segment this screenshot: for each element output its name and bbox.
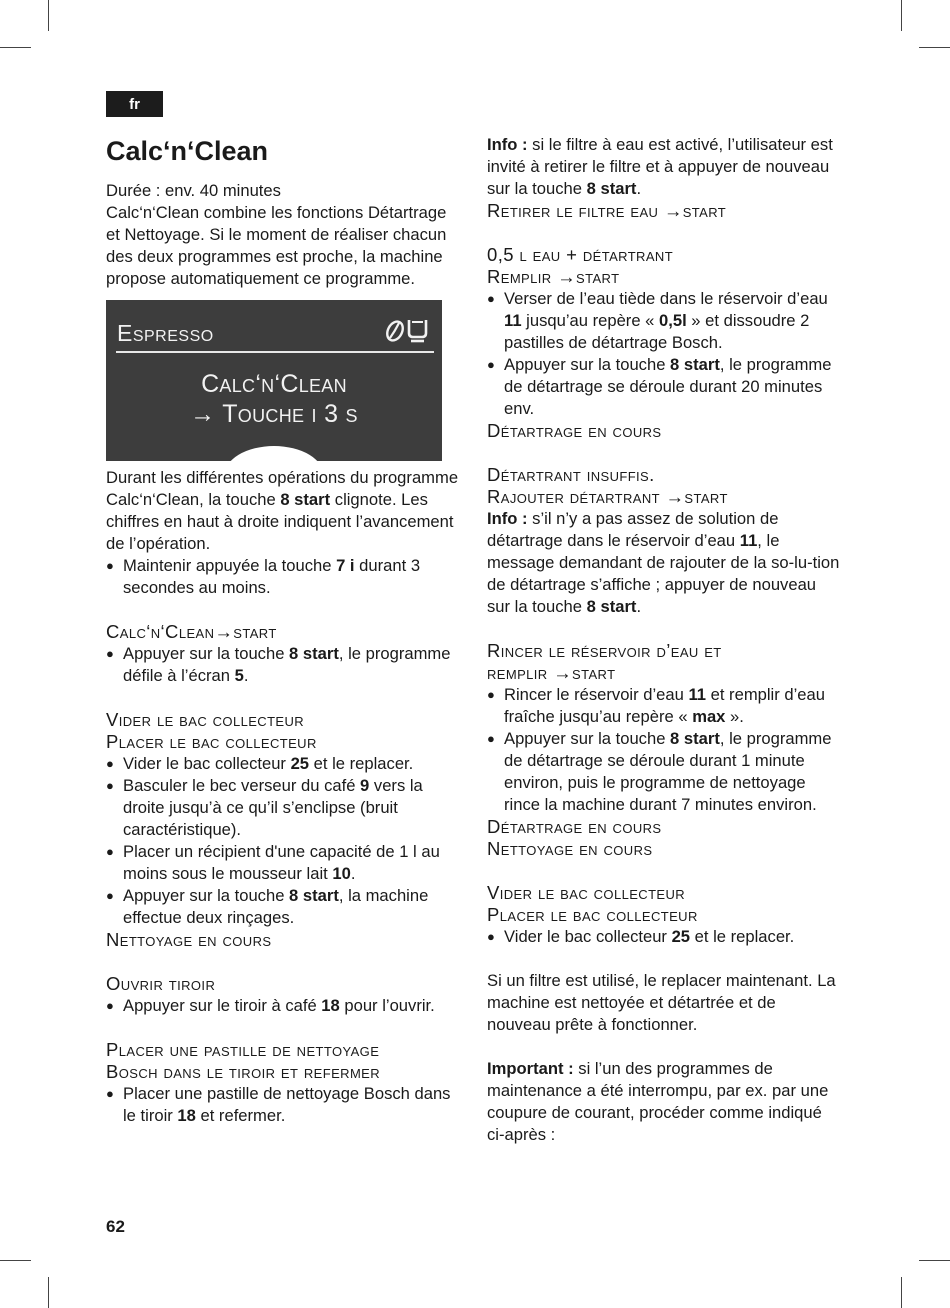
display-message: Rajouter détartrant →start bbox=[487, 486, 728, 507]
step-list bbox=[106, 1083, 464, 1127]
display-message: Vider le bac collecteur bbox=[106, 709, 305, 730]
list-item: ● Maintenir appuyée la touche 7 i durant 3 secondes au moins. bbox=[106, 555, 464, 599]
list-item: ● Vider le bac collecteur 25 et le replacer. bbox=[487, 926, 843, 948]
language-tab: fr bbox=[106, 91, 163, 117]
list-item: ● Rincer le réservoir d’eau 11 et remplir d’eau fraîche jusqu’au repère « max ». bbox=[487, 684, 843, 728]
display-program-name: Calc‘n‘Clean bbox=[201, 370, 347, 398]
list-item: ● Verser de l’eau tiède dans le réservoir d’eau 11 jusqu’au repère « 0,5l » et dissoudre 2 pastilles de détartrage Bosch. bbox=[487, 288, 843, 354]
display-message: Rincer le réservoir d’eau et bbox=[487, 640, 722, 661]
display-message: Nettoyage en cours bbox=[106, 929, 272, 950]
display-message: Placer le bac collecteur bbox=[106, 731, 317, 752]
step-list bbox=[487, 684, 843, 816]
display-message: Détartrant insuffis. bbox=[487, 464, 655, 485]
crop-mark bbox=[0, 47, 31, 48]
display-divider bbox=[116, 351, 434, 353]
step-list bbox=[106, 753, 464, 929]
step-list bbox=[106, 555, 464, 599]
paragraph: Si un filtre est utilisé, le replacer maintenant. La machine est nettoyée et détartrée et de nouveau prête à fonctionner. bbox=[487, 971, 836, 1034]
display-message: Placer une pastille de nettoyage bbox=[106, 1039, 380, 1060]
crop-mark bbox=[0, 1260, 31, 1261]
list-item: ● Appuyer sur la touche 8 start, le programme de détartrage se déroule durant 20 minutes env. bbox=[487, 354, 843, 420]
display-message: Retirer le filtre eau →start bbox=[487, 200, 727, 221]
crop-mark bbox=[919, 47, 950, 48]
page-number: 62 bbox=[106, 1217, 125, 1236]
display-message: Calc‘n‘Clean→start bbox=[106, 621, 277, 642]
step-list bbox=[487, 288, 843, 420]
display-message: Placer le bac collecteur bbox=[487, 904, 698, 925]
page-title: Calc‘n‘Clean bbox=[106, 136, 269, 166]
crop-mark bbox=[901, 0, 902, 31]
display-instruction: → Touche i 3 s bbox=[190, 400, 358, 428]
step-list bbox=[487, 926, 843, 948]
display-message: Détartrage en cours bbox=[487, 816, 662, 837]
display-message: Remplir →start bbox=[487, 266, 620, 287]
display-icons bbox=[384, 314, 430, 350]
crop-mark bbox=[919, 1260, 950, 1261]
list-item: ● Placer une pastille de nettoyage Bosch dans le tiroir 18 et refermer. bbox=[106, 1083, 464, 1127]
crop-mark bbox=[901, 1277, 902, 1308]
coffee-bean-icon bbox=[384, 314, 430, 344]
info-paragraph: Info : s’il n’y a pas assez de solution de détartrage dans le réservoir d’eau 11, le message demandant de rajouter de la so-lu-tion de détartrage s’affiche ; appuyer de nouveau sur la touche 8 start. bbox=[487, 509, 840, 616]
list-item: ● Appuyer sur la touche 8 start, la machine effectue deux rinçages. bbox=[106, 885, 464, 929]
right-column bbox=[487, 134, 843, 1146]
list-item: ● Appuyer sur la touche 8 start, le programme de détartrage se déroule durant 1 minute environ, puis le programme de nettoyage rince la machine durant 7 minutes environ. bbox=[487, 728, 843, 816]
list-item: ● Appuyer sur le tiroir à café 18 pour l’ouvrir. bbox=[106, 995, 464, 1017]
intro-paragraph: Calc‘n‘Clean combine les fonctions Détartrage et Nettoyage. Si le moment de réaliser chacun des deux programmes est proche, la machine propose automatiquement ce programme. bbox=[106, 203, 447, 288]
step-list bbox=[106, 995, 464, 1017]
important-paragraph: Important : si l’un des programmes de maintenance a été interrompu, par ex. par une coupure de courant, procéder comme indiqué ci-après : bbox=[487, 1059, 829, 1144]
step-list bbox=[106, 643, 464, 687]
display-message: Bosch dans le tiroir et refermer bbox=[106, 1061, 381, 1082]
display-message: Nettoyage en cours bbox=[487, 838, 653, 859]
cup-icon bbox=[409, 320, 426, 341]
left-column bbox=[106, 134, 464, 1127]
list-item: ● Placer un récipient d'une capacité de 1 l au moins sous le mousseur lait 10. bbox=[106, 841, 464, 885]
display-message: Vider le bac collecteur bbox=[487, 882, 686, 903]
display-mode: Espresso bbox=[117, 320, 214, 346]
display-message: remplir →start bbox=[487, 662, 616, 683]
display-message: Ouvrir tiroir bbox=[106, 973, 216, 994]
paragraph: Durant les différentes opérations du programme Calc‘n‘Clean, la touche 8 start clignote. Les chiffres en haut à droite indiquent l’avancement de l’opération. bbox=[106, 468, 459, 553]
info-paragraph: Info : si le filtre à eau est activé, l’utilisateur est invité à retirer le filtre et à appuyer de nouveau sur la touche 8 start. bbox=[487, 135, 833, 198]
crop-mark bbox=[48, 0, 49, 31]
list-item: ● Basculer le bec verseur du café 9 vers la droite jusqu’à ce qu’il s’enclipse (bruit caractéristique). bbox=[106, 775, 464, 841]
crop-mark bbox=[48, 1277, 49, 1308]
machine-display bbox=[106, 300, 442, 461]
display-message: 0,5 l eau + détartrant bbox=[487, 244, 674, 265]
list-item: ● Vider le bac collecteur 25 et le replacer. bbox=[106, 753, 464, 775]
display-knob bbox=[224, 446, 324, 461]
list-item: ● Appuyer sur la touche 8 start, le programme défile à l’écran 5. bbox=[106, 643, 464, 687]
duration-text: Durée : env. 40 minutes bbox=[106, 181, 281, 200]
display-message: Détartrage en cours bbox=[487, 420, 662, 441]
